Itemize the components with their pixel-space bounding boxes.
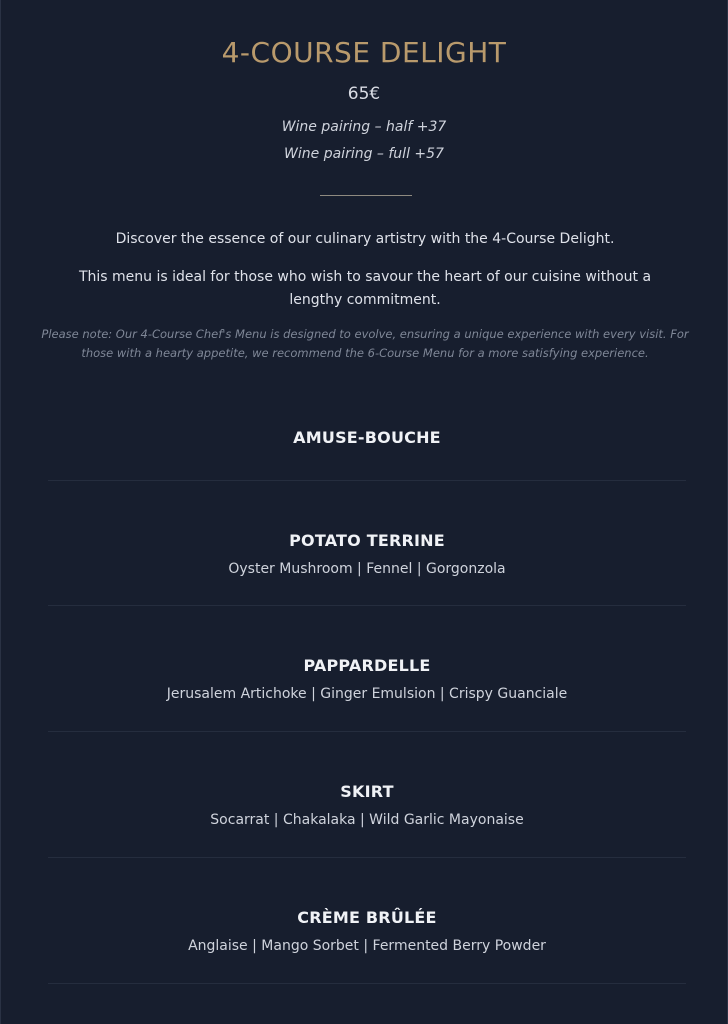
menu-price: 65€ — [347, 84, 381, 104]
wine-pairing-half: Wine pairing – half +37 — [281, 119, 447, 135]
course-description: Oyster Mushroom | Fennel | Gorgonzola — [228, 561, 506, 577]
course-name: AMUSE-BOUCHE — [293, 428, 441, 447]
course-name: POTATO TERRINE — [289, 531, 445, 550]
course-name: CRÈME BRÛLÉE — [297, 908, 437, 927]
menu-note: Please note: Our 4-Course Chef's Menu is designed to evolve, ensuring a unique experience with every visit. For those with a hearty appetite, we recommend the 6-Course Menu for a more satisfying experience. — [41, 327, 689, 360]
course-description: Anglaise | Mango Sorbet | Fermented Berry Powder — [188, 938, 546, 954]
course-creme-brulee — [48, 908, 686, 984]
course-name: PAPPARDELLE — [303, 656, 431, 675]
wine-pairing-full: Wine pairing – full +57 — [284, 146, 444, 162]
intro-paragraph-2: This menu is ideal for those who wish to savour the heart of our cuisine without a lengthy commitment. — [78, 269, 652, 308]
course-amuse-bouche — [48, 428, 686, 481]
intro-paragraph-1: Discover the essence of our culinary artistry with the 4-Course Delight. — [115, 231, 615, 247]
course-pappardelle — [48, 656, 686, 732]
course-potato-terrine — [48, 531, 686, 606]
course-description: Socarrat | Chakalaka | Wild Garlic Mayonaise — [210, 812, 524, 828]
course-skirt — [48, 782, 686, 858]
menu-title: 4-COURSE DELIGHT — [221, 36, 507, 69]
course-description: Jerusalem Artichoke | Ginger Emulsion | Crispy Guanciale — [166, 686, 568, 702]
course-name: SKIRT — [340, 782, 394, 801]
title-divider — [320, 195, 412, 196]
